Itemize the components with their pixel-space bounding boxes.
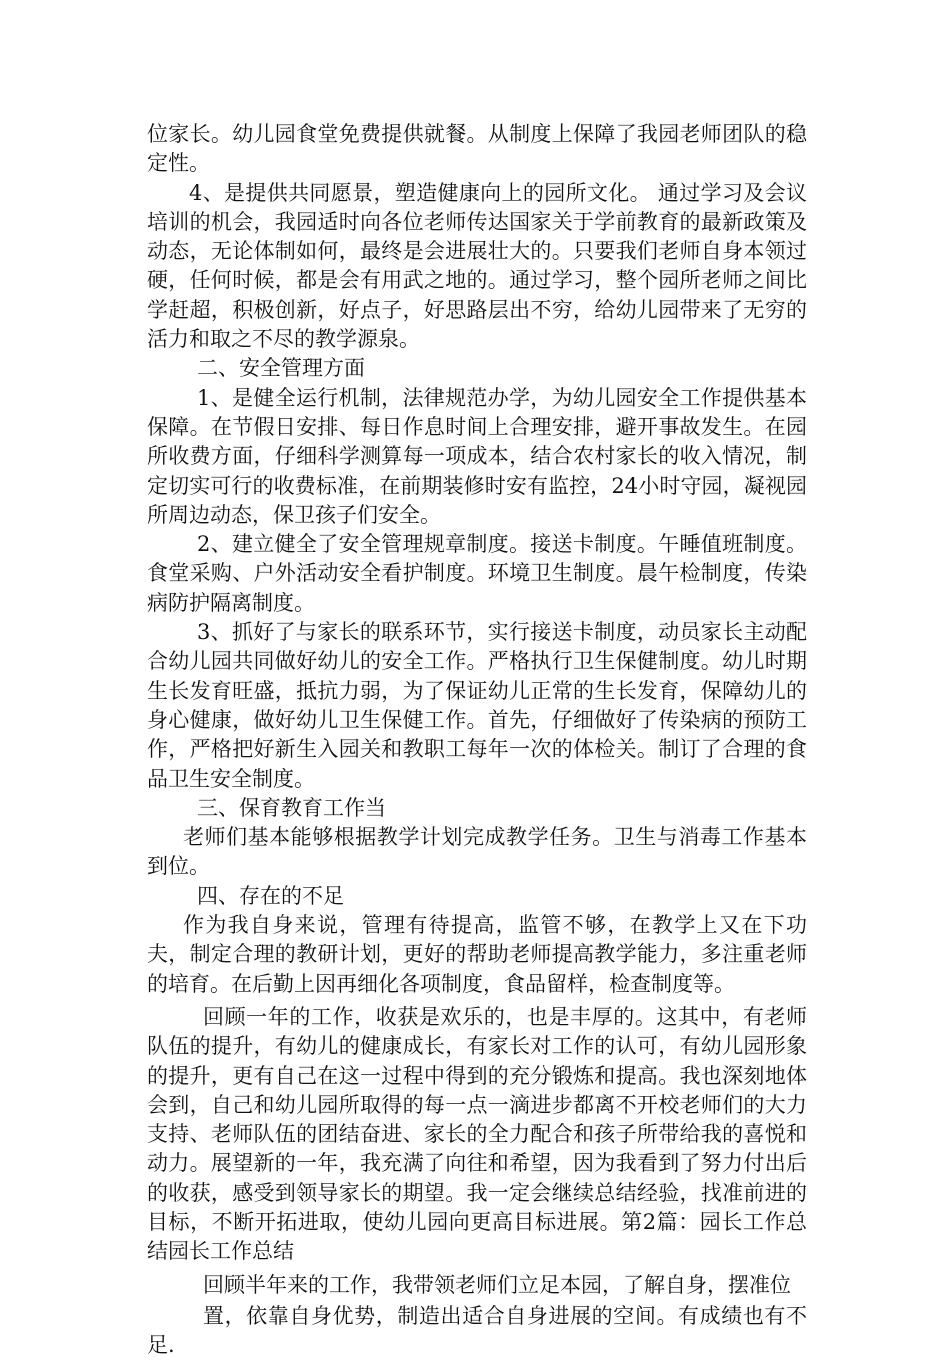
paragraph-year-review: 回顾一年的工作，收获是欢乐的，也是丰厚的。这其中，有老师队伍的提升，有幼儿的健康成长，有家长对工作的认可，有幼儿园形象的提升，更有自己在这一过程中得到的充分锻炼和提高。我也深刻地体会到，自己和幼儿园所取得的每一点一滴进步都离不开校老师们的大力支持、老师队伍的团结奋进、家长的全力配合和孩子所带给我的喜悦和动力。展望新的一年，我充满了向往和希望，因为我看到了努力付出后的收获，感受到领导家长的期望。我一定会继续总结经验，找准前进的目标，不断开拓进取，使幼儿园向更高目标进展。第2篇：园长工作总结园长工作总结 xyxy=(147,1004,807,1264)
heading-childcare-education: 三、保育教育工作当 xyxy=(197,795,386,820)
paragraph-shared-vision: 4、是提供共同愿景，塑造健康向上的园所文化。 通过学习及会议培训的机会，我园适时向各位老师传达国家关于学前教育的最新政策及动态，无论体制如何，最终是会进展壮大的。只要我们老师自身本领过硬，任何时候，都是会有用武之地的。通过学习，整个园所老师之间比学赶超，积极创新，好点子，好思路层出不穷，给幼儿园带来了无穷的活力和取之不尽的教学源泉。 xyxy=(147,180,807,352)
paragraph-self-assessment: 作为我自身来说，管理有待提高，监管不够，在教学上又在下功夫，制定合理的教研计划，更好的帮助老师提高教学能力，多注重老师的培育。在后勤上因再细化各项制度，食品留样，检查制度等。 xyxy=(147,913,807,996)
paragraph-own-advantages: 置，依靠自身优势，制造出适合自身进展的空间。有成绩也有不足. xyxy=(147,1303,807,1358)
document-body xyxy=(147,120,807,1360)
paragraph-teaching-tasks: 老师们基本能够根据教学计划完成教学任务。卫生与消毒工作基本到位。 xyxy=(147,825,807,879)
paragraph-parent-contact: 3、抓好了与家长的联系环节，实行接送卡制度，动员家长主动配合幼儿园共同做好幼儿的安全工作。严格执行卫生保健制度。幼儿时期生长发育旺盛，抵抗力弱，为了保证幼儿正常的生长发育，保障幼儿的身心健康，做好幼儿卫生保健工作。首先，仔细做好了传染病的预防工作，严格把好新生入园关和教职工每年一次的体检关。制订了合理的食品卫生安全制度。 xyxy=(147,620,807,791)
heading-safety-management: 二、安全管理方面 xyxy=(197,356,365,381)
paragraph-staffing-continuation: 位家长。幼儿园食堂免费提供就餐。从制度上保障了我园老师团队的稳定性。 xyxy=(147,122,807,176)
paragraph-safety-rules: 2、建立健全了安全管理规章制度。接送卡制度。午睡值班制度。食堂采购、户外活动安全看护制度。环境卫生制度。晨午检制度，传染病防护隔离制度。 xyxy=(147,532,807,615)
heading-shortcomings: 四、存在的不足 xyxy=(197,883,344,908)
paragraph-half-year-review: 回顾半年来的工作，我带领老师们立足本园，了解自身，摆准位 xyxy=(203,1272,791,1297)
paragraph-operating-mechanism: 1、是健全运行机制，法律规范办学，为幼儿园安全工作提供基本保障。在节假日安排、每日作息时间上合理安排，避开事故发生。在园所收费方面，仔细科学测算每一项成本，结合农村家长的收入情况，制定切实可行的收费标准，在前期装修时安有监控，24小时守园，凝视园所周边动态，保卫孩子们安全。 xyxy=(147,385,807,527)
